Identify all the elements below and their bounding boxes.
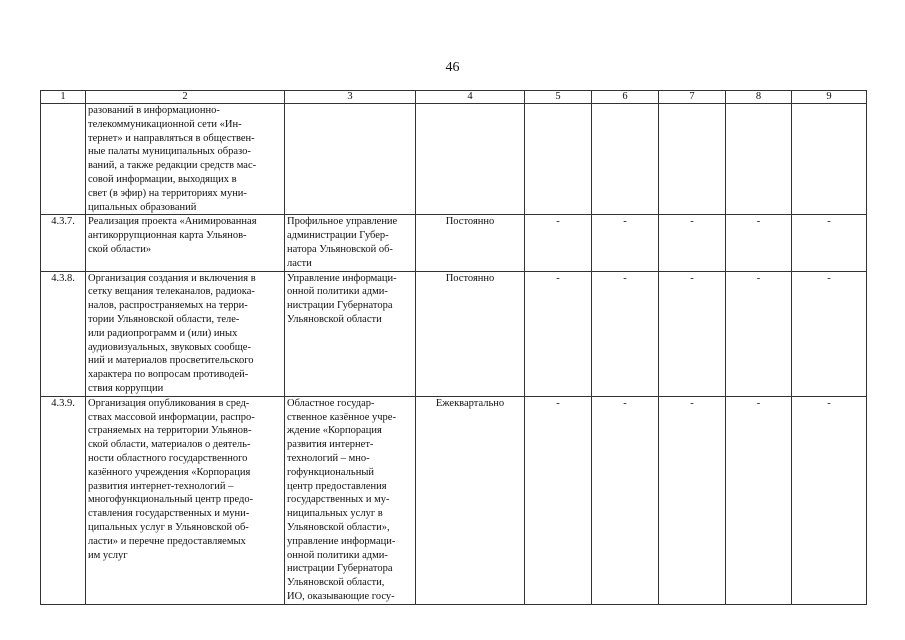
measure-description xyxy=(86,396,285,604)
text-line: технологий – мно- xyxy=(287,452,370,464)
text-line: ственное казённое учре- xyxy=(287,411,396,423)
value-cell: - xyxy=(792,271,867,396)
column-header: 4 xyxy=(416,91,525,104)
text-line: развития интернет-технологий – xyxy=(88,480,234,492)
text-line: аудиовизуальных, звуковых сообще- xyxy=(88,341,251,353)
text-line: им услуг xyxy=(88,549,128,561)
text-line: гофункциональный xyxy=(287,466,374,478)
value-cell: - xyxy=(525,271,592,396)
text-line: Организация опубликования в сред- xyxy=(88,397,250,409)
text-line: ствия коррупции xyxy=(88,382,164,394)
text-line: ности областного государственного xyxy=(88,452,248,464)
value-cell xyxy=(525,104,592,215)
column-header: 3 xyxy=(285,91,416,104)
value-cell: - xyxy=(659,215,726,271)
measure-description xyxy=(86,104,285,215)
responsible-cell xyxy=(285,271,416,396)
text-line: нистрации Губернатора xyxy=(287,300,393,312)
text-line: налов, распространяемых на терри- xyxy=(88,300,248,312)
row-number: 4.3.7. xyxy=(41,215,86,271)
text-line: Организация создания и включения в xyxy=(88,272,256,284)
text-line: страняемых на территории Ульянов- xyxy=(88,425,252,437)
value-cell: - xyxy=(525,396,592,604)
text-line: администрации Губер- xyxy=(287,230,389,242)
text-line: ласти» и перечне предоставляемых xyxy=(88,535,246,547)
term-cell: Постоянно xyxy=(416,271,525,396)
value-cell: - xyxy=(592,271,659,396)
value-cell xyxy=(592,104,659,215)
page-number: 46 xyxy=(445,60,460,75)
text-line: натора Ульяновской об- xyxy=(287,243,393,255)
table-row xyxy=(41,104,867,215)
column-header: 2 xyxy=(86,91,285,104)
measures-table xyxy=(40,90,867,605)
text-line: Реализация проекта «Анимированная xyxy=(88,216,257,228)
text-line: управление информаци- xyxy=(287,535,396,547)
value-cell: - xyxy=(659,396,726,604)
text-line: Областное государ- xyxy=(287,397,375,409)
text-line: казённого учреждения «Корпорация xyxy=(88,466,251,478)
text-line: разований в информационно- xyxy=(88,105,220,116)
measure-description xyxy=(86,271,285,396)
text-line: телекоммуникационной сети «Ин- xyxy=(88,118,242,130)
table-header xyxy=(41,91,867,104)
value-cell: - xyxy=(726,271,792,396)
column-header: 7 xyxy=(659,91,726,104)
text-line: Ульяновской области, xyxy=(287,577,385,589)
text-line: ные палаты муниципальных образо- xyxy=(88,146,251,158)
text-line: ставления государственных и муни- xyxy=(88,508,250,520)
text-line: тории Ульяновской области, теле- xyxy=(88,313,240,325)
term-cell: Постоянно xyxy=(416,215,525,271)
text-line: сетку вещания телеканалов, радиока- xyxy=(88,286,255,298)
text-line: совой информации, выходящих в xyxy=(88,173,237,185)
text-line: ваний, а также редакции средств мас- xyxy=(88,160,257,172)
text-line: антикоррупционная карта Ульянов- xyxy=(88,230,247,242)
text-line: нистрации Губернатора xyxy=(287,563,393,575)
term-cell xyxy=(416,104,525,215)
text-line: центр предоставления xyxy=(287,480,387,492)
term-cell: Ежеквартально xyxy=(416,396,525,604)
text-line: ской области, материалов о деятель- xyxy=(88,439,251,451)
table-row xyxy=(41,271,867,396)
measure-description xyxy=(86,215,285,271)
value-cell xyxy=(726,104,792,215)
text-line: Ульяновской области», xyxy=(287,521,390,533)
text-line: ствах массовой информации, распро- xyxy=(88,411,255,423)
value-cell: - xyxy=(726,215,792,271)
responsible-cell xyxy=(285,104,416,215)
text-line: Профильное управление xyxy=(287,216,398,228)
column-header: 5 xyxy=(525,91,592,104)
value-cell: - xyxy=(659,271,726,396)
text-line: онной политики адми- xyxy=(287,549,388,561)
value-cell: - xyxy=(592,215,659,271)
text-line: ИО, оказывающие госу- xyxy=(287,590,395,602)
column-header: 9 xyxy=(792,91,867,104)
text-line: Управление информаци- xyxy=(287,272,397,284)
text-line: характера по вопросам противодей- xyxy=(88,369,249,381)
responsible-cell xyxy=(285,396,416,604)
column-header: 6 xyxy=(592,91,659,104)
text-line: или радиопрограмм и (или) иных xyxy=(88,327,238,339)
column-header: 8 xyxy=(726,91,792,104)
text-line: ласти xyxy=(287,257,312,269)
value-cell: - xyxy=(525,215,592,271)
value-cell: - xyxy=(592,396,659,604)
row-number: 4.3.8. xyxy=(41,271,86,396)
text-line: Ульяновской области xyxy=(287,313,382,325)
value-cell: - xyxy=(726,396,792,604)
row-number xyxy=(41,104,86,215)
row-number: 4.3.9. xyxy=(41,396,86,604)
text-line: ципальных услуг в Ульяновской об- xyxy=(88,521,249,533)
value-cell: - xyxy=(792,215,867,271)
table-row xyxy=(41,215,867,271)
value-cell xyxy=(659,104,726,215)
text-line: ждение «Корпорация xyxy=(287,425,382,437)
text-line: ниципальных услуг в xyxy=(287,508,383,520)
responsible-cell xyxy=(285,215,416,271)
text-line: свет (в эфир) на территориях муни- xyxy=(88,187,247,199)
text-line: онной политики адми- xyxy=(287,286,388,298)
text-line: ской области» xyxy=(88,243,152,255)
column-header: 1 xyxy=(41,91,86,104)
header-row xyxy=(41,91,867,104)
text-line: развития интернет- xyxy=(287,439,374,451)
value-cell xyxy=(792,104,867,215)
table-row xyxy=(41,396,867,604)
text-line: тернет» и направляться в обществен- xyxy=(88,132,255,144)
text-line: государственных и му- xyxy=(287,494,390,506)
text-line: ципальных образований xyxy=(88,201,197,213)
text-line: многофункциональный центр предо- xyxy=(88,494,254,506)
text-line: ний и материалов просветительского xyxy=(88,355,254,367)
value-cell: - xyxy=(792,396,867,604)
